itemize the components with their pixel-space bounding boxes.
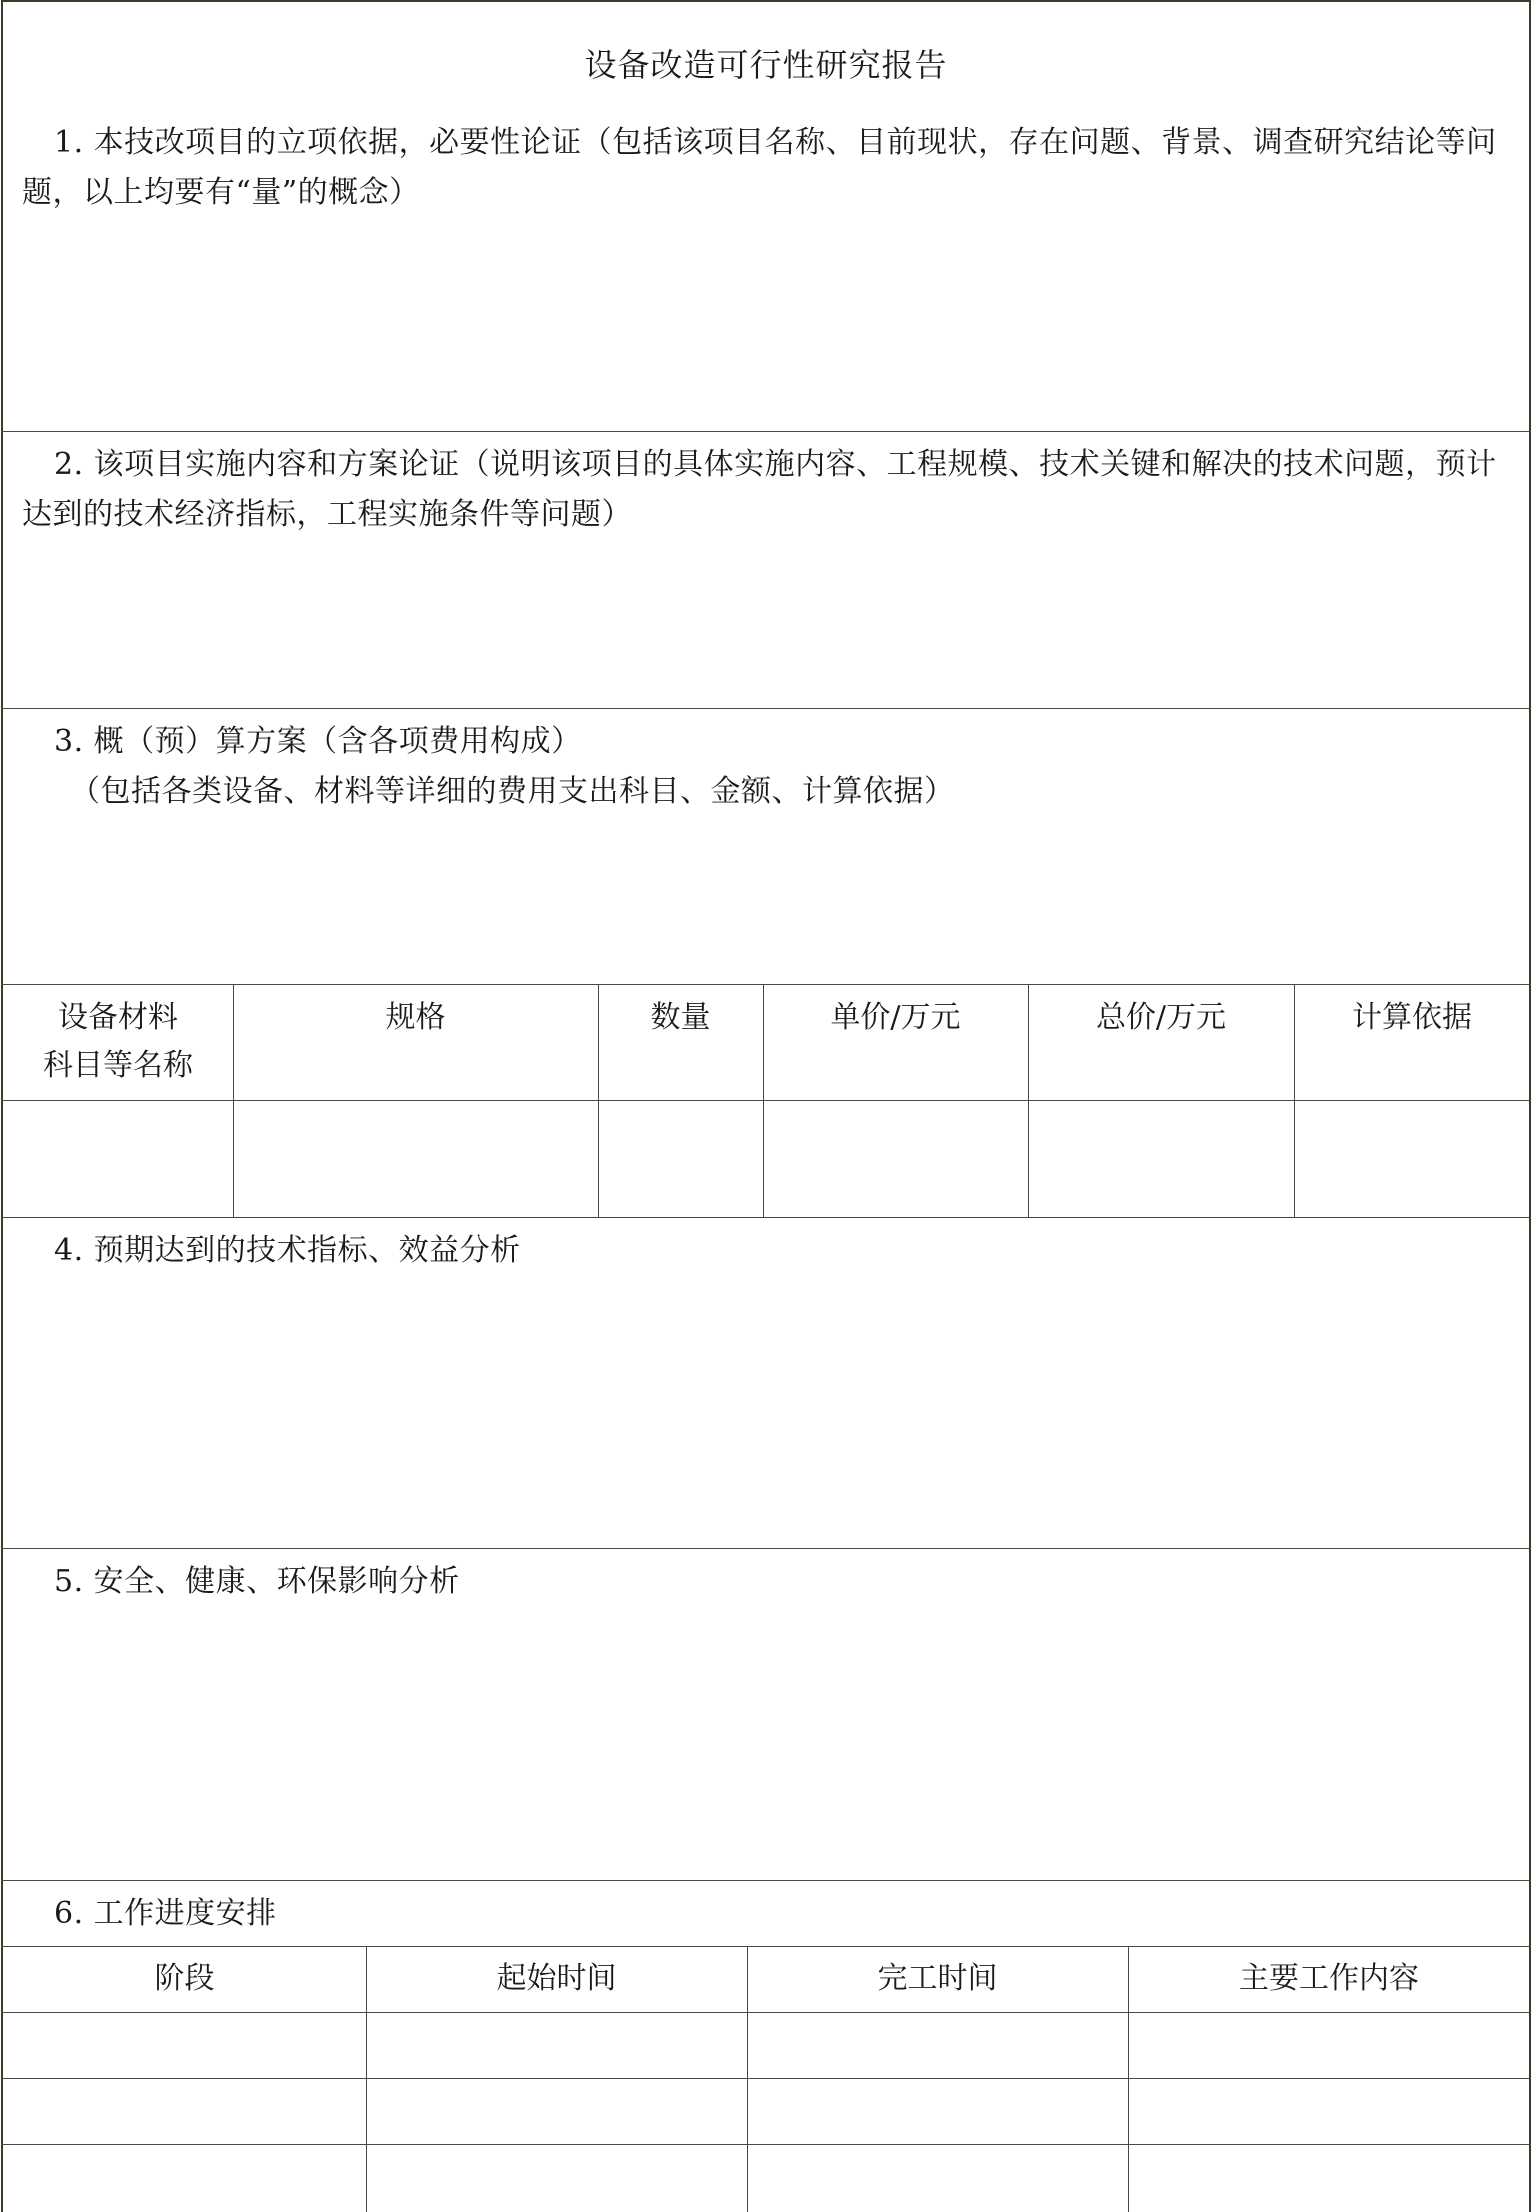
section-6-text (22, 1889, 1512, 1939)
schedule-header-stage: 阶段 (154, 1961, 215, 1996)
budget-header-spec: 规格 (385, 1000, 446, 1035)
section-6-body: 6. 工作进度安排 (54, 1896, 277, 1931)
section-1-body: 1. 本技改项目的立项依据，必要性论证（包括该项目名称、目前现状，存在问题、背景、调查研究结论等问题，以上均要有“量”的概念） (22, 125, 1497, 210)
budget-header-name-text: 设备材料 科目等名称 (43, 1000, 193, 1083)
document-title: 设备改造可行性研究报告 (584, 46, 948, 84)
section-3-line2: （包括各类设备、材料等详细的费用支出科目、金额、计算依据） (70, 774, 955, 809)
section-2-text (22, 440, 1512, 540)
budget-header-unit-price: 单价/万元 (830, 1000, 961, 1035)
section-5-body: 5. 安全、健康、环保影响分析 (54, 1564, 460, 1599)
divider (1, 984, 1531, 985)
schedule-header-start-time: 起始时间 (496, 1961, 617, 1996)
divider (1, 708, 1531, 709)
section-4-text (22, 1226, 1512, 1276)
budget-header-quantity: 数量 (650, 1000, 711, 1035)
section-4-body: 4. 预期达到的技术指标、效益分析 (54, 1233, 521, 1268)
divider (1, 1946, 1531, 1947)
section-1-text (22, 118, 1512, 218)
budget-header-total-price: 总价/万元 (1095, 1000, 1227, 1035)
section-2-body: 2. 该项目实施内容和方案论证（说明该项目的具体实施内容、工程规模、技术关键和解决的技术问题，预计达到的技术经济指标，工程实施条件等问题） (22, 447, 1497, 532)
divider (1, 1548, 1531, 1549)
section-3-subtext (70, 767, 1510, 817)
divider (1, 431, 1531, 432)
budget-header-name (3, 994, 233, 1090)
budget-row-divider (1, 1100, 1531, 1101)
section-5-text (22, 1557, 1512, 1607)
budget-header-basis: 计算依据 (1352, 1000, 1472, 1035)
divider (1, 1217, 1531, 1218)
section-3-text (22, 717, 1512, 767)
schedule-header-main-work: 主要工作内容 (1239, 1961, 1419, 1996)
schedule-row-divider (1, 2012, 1531, 2013)
section-3-line1: 3. 概（预）算方案（含各项费用构成） (54, 724, 582, 759)
divider (1, 1880, 1531, 1881)
schedule-row-divider (1, 2144, 1531, 2145)
schedule-header-end-time: 完工时间 (877, 1961, 998, 1996)
schedule-row-divider (1, 2078, 1531, 2079)
